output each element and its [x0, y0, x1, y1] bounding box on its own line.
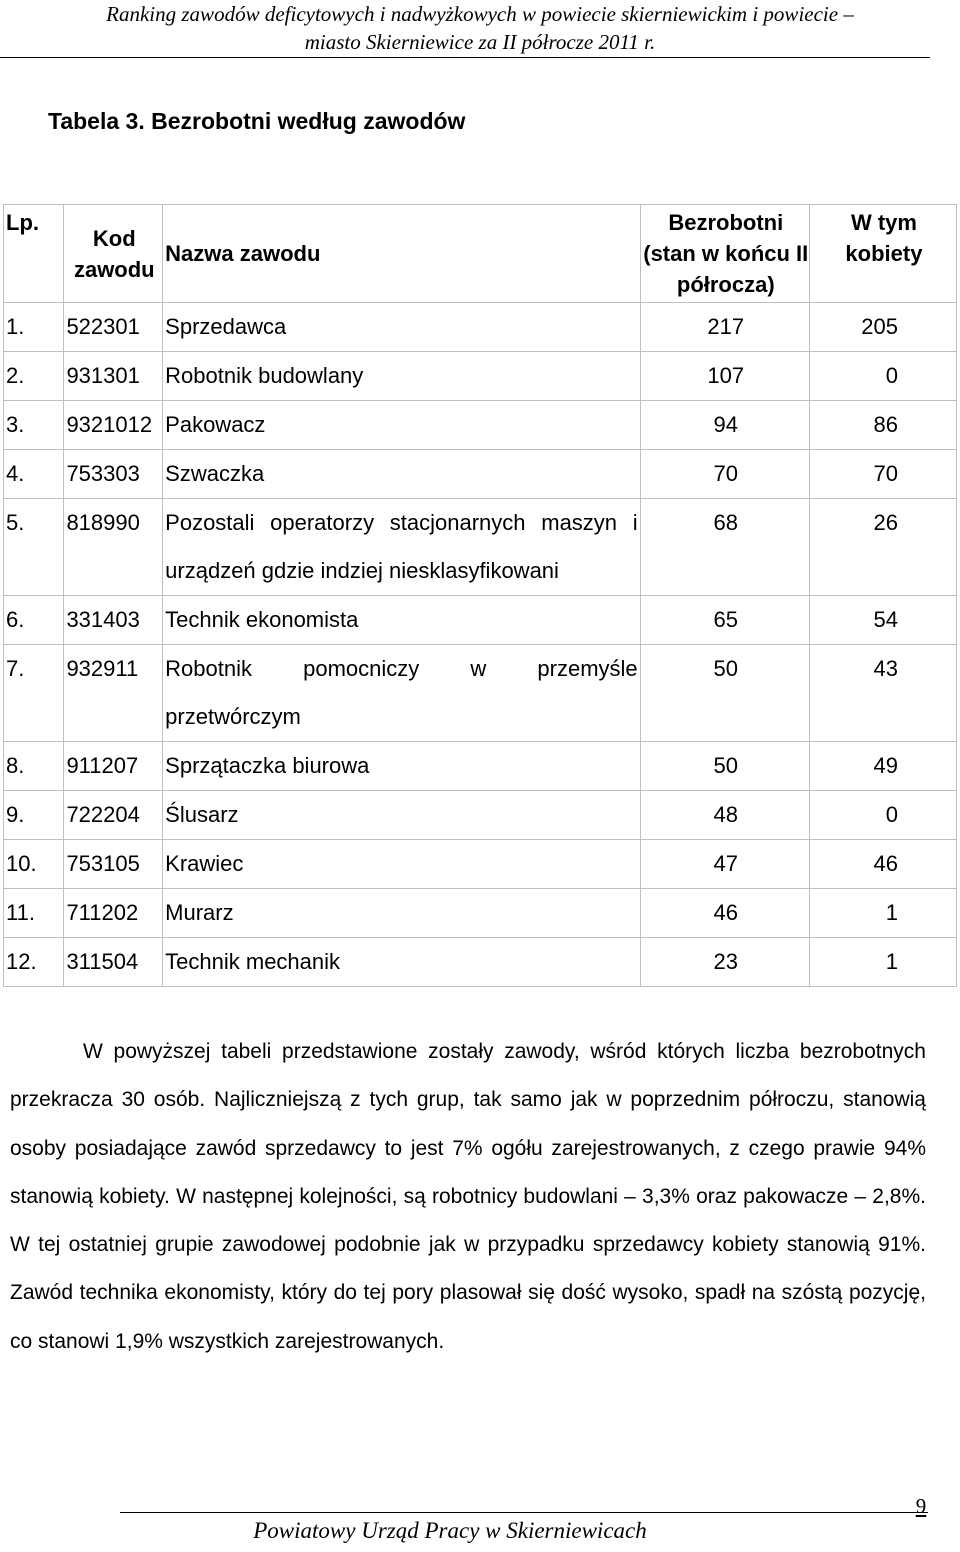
cell-unemployed: 47	[640, 840, 809, 889]
header-divider	[0, 57, 930, 58]
body-paragraph-text: W powyższej tabeli przedstawione zostały zawody, wśród których liczba bezrobotnych przekracza 30 osób. Najliczniejszą z tych grup, tak samo jak w poprzednim półroczu, stanowią osoby posiadające zawód sprzedawcy to jest 7% ogółu zarejestrowanych, z czego prawie 94% stanowią kobiety. W następnej kolejności, są robotnicy budowlani – 3,3% oraz pakowacze – 2,8%. W tej ostatniej grupie zawodowej podobnie jak w przypadku sprzedawcy kobiety stanowią 91%. Zawód technika ekonomisty, który do tej pory plasował się dość wysoko, spadł na szóstą pozycję, co stanowi 1,9% wszystkich zarejestrowanych.	[10, 1040, 926, 1353]
cell-unemployed: 107	[640, 352, 809, 401]
cell-lp: 9.	[4, 791, 64, 840]
cell-name: Pakowacz	[163, 401, 641, 450]
cell-code: 311504	[64, 938, 163, 987]
header-lp: Lp.	[4, 205, 64, 303]
cell-unemployed: 68	[640, 499, 809, 596]
cell-name: Technik ekonomista	[163, 596, 641, 645]
cell-women: 0	[809, 352, 956, 401]
header-title-line1: Ranking zawodów deficytowych i nadwyżkowych w powiecie skierniewickim i powiecie –	[106, 2, 854, 26]
table-row	[4, 450, 957, 499]
cell-code: 753303	[64, 450, 163, 499]
header-title-line2: miasto Skierniewice za II półrocze 2011 r.	[304, 30, 656, 54]
cell-women: 1	[809, 938, 956, 987]
table-caption: Tabela 3. Bezrobotni według zawodów	[48, 108, 466, 134]
table-row	[4, 499, 957, 596]
cell-women: 54	[809, 596, 956, 645]
cell-name: Sprzedawca	[163, 303, 641, 352]
cell-unemployed: 50	[640, 645, 809, 742]
cell-code: 331403	[64, 596, 163, 645]
cell-women: 46	[809, 840, 956, 889]
page-number: 9	[915, 1494, 927, 1518]
cell-women: 1	[809, 889, 956, 938]
cell-unemployed: 48	[640, 791, 809, 840]
cell-lp: 1.	[4, 303, 64, 352]
table-row	[4, 791, 957, 840]
table-row	[4, 889, 957, 938]
cell-name-line1: Pozostali operatorzy stacjonarnych maszyn i	[165, 510, 638, 535]
cell-unemployed: 23	[640, 938, 809, 987]
cell-lp: 8.	[4, 742, 64, 791]
cell-women: 86	[809, 401, 956, 450]
cell-name-line2: przetwórczym	[165, 704, 301, 729]
table-row	[4, 938, 957, 987]
cell-unemployed: 217	[640, 303, 809, 352]
header-women: W tym kobiety	[809, 205, 956, 303]
cell-women: 70	[809, 450, 956, 499]
page-header	[0, 0, 960, 60]
cell-lp: 3.	[4, 401, 64, 450]
cell-women: 49	[809, 742, 956, 791]
table-row	[4, 303, 957, 352]
cell-unemployed: 46	[640, 889, 809, 938]
cell-women: 43	[809, 645, 956, 742]
table-row	[4, 401, 957, 450]
cell-name: Technik mechanik	[163, 938, 641, 987]
cell-code: 818990	[64, 499, 163, 596]
footer-office-name: Powiatowy Urząd Pracy w Skierniewicach	[253, 1518, 647, 1543]
table-row	[4, 596, 957, 645]
cell-code: 9321012	[64, 401, 163, 450]
header-name: Nazwa zawodu	[163, 205, 641, 303]
cell-name: Ślusarz	[163, 791, 641, 840]
cell-code: 931301	[64, 352, 163, 401]
body-paragraph	[10, 1028, 926, 1366]
cell-unemployed: 94	[640, 401, 809, 450]
cell-code: 711202	[64, 889, 163, 938]
cell-lp: 12.	[4, 938, 64, 987]
cell-lp: 5.	[4, 499, 64, 596]
cell-name-line2: urządzeń gdzie indziej niesklasyfikowani	[165, 558, 559, 583]
cell-women: 26	[809, 499, 956, 596]
table-row	[4, 645, 957, 742]
table-header-row	[4, 205, 957, 303]
table-row	[4, 742, 957, 791]
cell-name	[163, 499, 641, 596]
cell-code: 522301	[64, 303, 163, 352]
cell-code: 911207	[64, 742, 163, 791]
table-row	[4, 840, 957, 889]
cell-lp: 7.	[4, 645, 64, 742]
cell-lp: 6.	[4, 596, 64, 645]
table-row	[4, 352, 957, 401]
cell-code: 722204	[64, 791, 163, 840]
cell-unemployed: 50	[640, 742, 809, 791]
cell-code: 932911	[64, 645, 163, 742]
cell-name: Sprzątaczka biurowa	[163, 742, 641, 791]
cell-name: Krawiec	[163, 840, 641, 889]
header-code: Kod zawodu	[64, 205, 163, 303]
cell-name: Szwaczka	[163, 450, 641, 499]
cell-unemployed: 70	[640, 450, 809, 499]
cell-lp: 11.	[4, 889, 64, 938]
cell-lp: 4.	[4, 450, 64, 499]
cell-lp: 10.	[4, 840, 64, 889]
cell-unemployed: 65	[640, 596, 809, 645]
header-unemployed: Bezrobotni (stan w końcu II półrocza)	[640, 205, 809, 303]
cell-name	[163, 645, 641, 742]
cell-women: 205	[809, 303, 956, 352]
unemployed-by-occupation-table	[3, 204, 957, 987]
cell-name: Robotnik budowlany	[163, 352, 641, 401]
cell-name: Murarz	[163, 889, 641, 938]
cell-name-line1: Robotnik pomocniczy w przemyśle	[165, 656, 638, 681]
cell-lp: 2.	[4, 352, 64, 401]
cell-code: 753105	[64, 840, 163, 889]
footer-divider	[120, 1512, 928, 1513]
cell-women: 0	[809, 791, 956, 840]
